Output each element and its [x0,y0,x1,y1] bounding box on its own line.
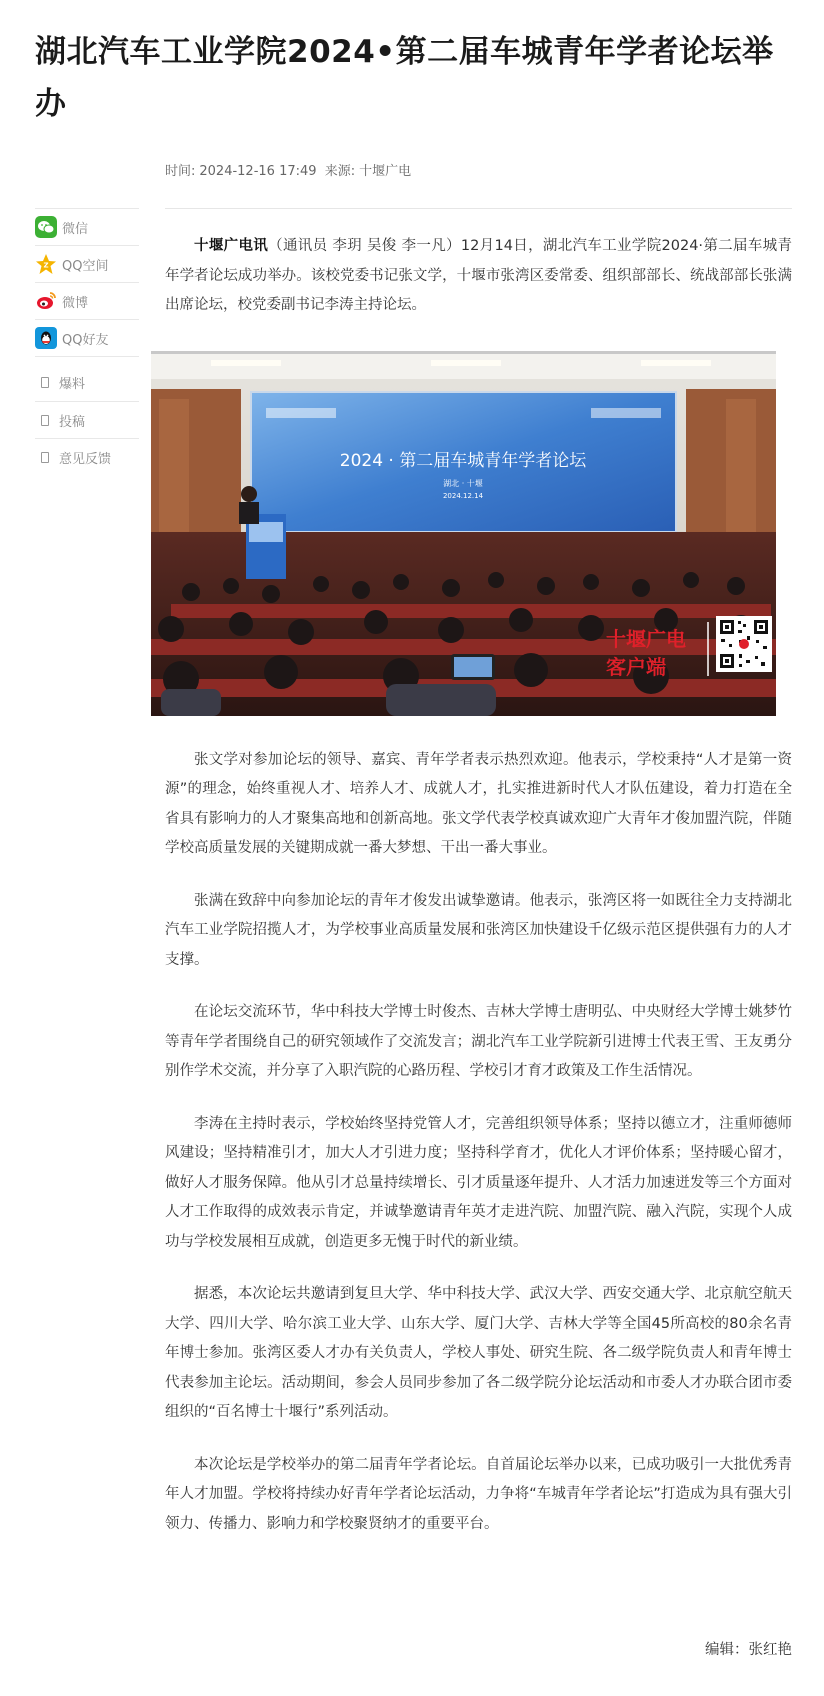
share-weibo-label: 微博 [62,295,89,311]
watermark-line1: 十堰广电 [606,627,686,651]
submit-article-button[interactable] [35,401,139,438]
source-label: 来源: [324,164,356,179]
tipoff-button[interactable] [35,364,139,401]
document-icon [41,415,49,426]
article-title: 湖北汽车工业学院2024•第二届车城青年学者论坛举办 [35,34,774,122]
screen-date: 2024.12.14 [442,492,484,500]
time-label: 时间: [165,164,196,179]
document-icon [41,452,49,463]
wechat-icon [35,216,57,238]
body-paragraph: 在论坛交流环节，华中科技大学博士时俊杰、吉林大学博士唐明弘、中央财经大学博士姚梦竹等青年学者围绕自己的研究领域作了交流发言；湖北汽车工业学院新引进博士代表王雪、王友勇分别作学术交流，并分享了入职汽院的心路历程、学校引才育才政策及工作生活情况。 [165,1004,792,1079]
lead-text: （通讯员 李玥 吴俊 李一凡）12月14日，湖北汽车工业学院2024·第二届车城青年学者论坛成功举办。该校党委书记张文学，十堰市张湾区委常委、组织部部长、统战部部长张满出席论坛，校党委副书记李涛主持论坛。 [165,238,792,313]
lead-paragraph [165,232,792,321]
share-wechat-label: 微信 [62,221,89,237]
document-icon [41,377,49,388]
body-paragraph: 李涛在主持时表示，学校始终坚持党管人才，完善组织领导体系；坚持以德立才，注重师德师风建设；坚持精准引才，加大人才引进力度；坚持科学育才，优化人才评价体系；坚持暖心留才，做好人才服务保障。他从引才总量持续增长、引才质量逐年提升、人才活力加速迸发等三个方面对人才工作取得的成效表示肯定，并诚挚邀请青年英才走进汽院、加盟汽院、融入汽院，实现个人成功与学校发展相互成就，创造更多无愧于时代的新业绩。 [165,1115,792,1250]
share-weibo-button[interactable] [35,282,139,319]
tipoff-label: 爆料 [59,377,86,392]
screen-subtitle: 湖北 · 十堰 [443,479,483,488]
svg-text:Z: Z [43,261,49,270]
share-wechat-button[interactable] [35,208,139,245]
screen-title: 2024 · 第二届车城青年学者论坛 [339,451,587,471]
weibo-icon [35,290,57,312]
qr-code-icon [716,616,772,672]
body-paragraph: 据悉，本次论坛共邀请到复旦大学、华中科技大学、武汉大学、西安交通大学、北京航空航天大学、四川大学、哈尔滨工业大学、山东大学、厦门大学、吉林大学等全国45所高校的80余名青年博士参加。张湾区委人才办有关负责人，学校人事处、研究生院、各二级学院负责人和青年博士代表参加主论坛。活动期间，参会人员同步参加了各二级学院分论坛活动和市委人才办联合团市委组织的“百名博士十堰行”系列活动。 [165,1286,792,1420]
lead-source: 十堰广电讯 [194,238,269,254]
qq-icon [35,327,57,349]
body-paragraph: 张文学对参加论坛的领导、嘉宾、青年学者表示热烈欢迎。他表示，学校秉持“人才是第一资源”的理念，始终重视人才、培养人才、成就人才，扎实推进新时代人才队伍建设，着力打造在全省具有影响力的人才聚集高地和创新高地。张文学代表学校真诚欢迎广大青年才俊加盟汽院，伴随学校高质量发展的关键期成就一番大梦想、干出一番大事业。 [165,751,792,856]
article-meta [165,160,415,179]
meta-divider [165,208,792,209]
body-paragraph: 本次论坛是学校举办的第二届青年学者论坛。自首届论坛举办以来，已成功吸引一大批优秀青年人才加盟。学校将持续办好青年学者论坛活动，力争将“车城青年学者论坛”打造成为具有强大引领力、传播力、影响力和学校聚贤纳才的重要平台。 [165,1456,792,1532]
editor-credit: 编辑：张红艳 [705,1642,792,1658]
body-paragraph: 张满在致辞中向参加论坛的青年才俊发出诚挚邀请。他表示，张湾区将一如既往全力支持湖北汽车工业学院招揽人才，为学校事业高质量发展和张湾区加快建设千亿级示范区提供强有力的人才支撑。 [165,892,792,968]
source-name: 十堰广电 [359,164,412,179]
submit-article-label: 投稿 [59,414,86,430]
feedback-button[interactable] [35,438,139,475]
share-qzone-button[interactable] [35,245,139,282]
forum-photo [151,351,776,716]
share-qq-button[interactable] [35,319,139,356]
feedback-label: 意见反馈 [59,451,112,467]
share-qq-label: QQ好友 [62,332,109,348]
watermark-line2: 客户端 [606,655,666,679]
share-sidebar [35,208,139,475]
publish-time: 2024-12-16 17:49 [199,164,317,179]
sidebar-divider [35,356,139,364]
qzone-icon [35,253,57,275]
share-qzone-label: QQ空间 [62,258,109,274]
